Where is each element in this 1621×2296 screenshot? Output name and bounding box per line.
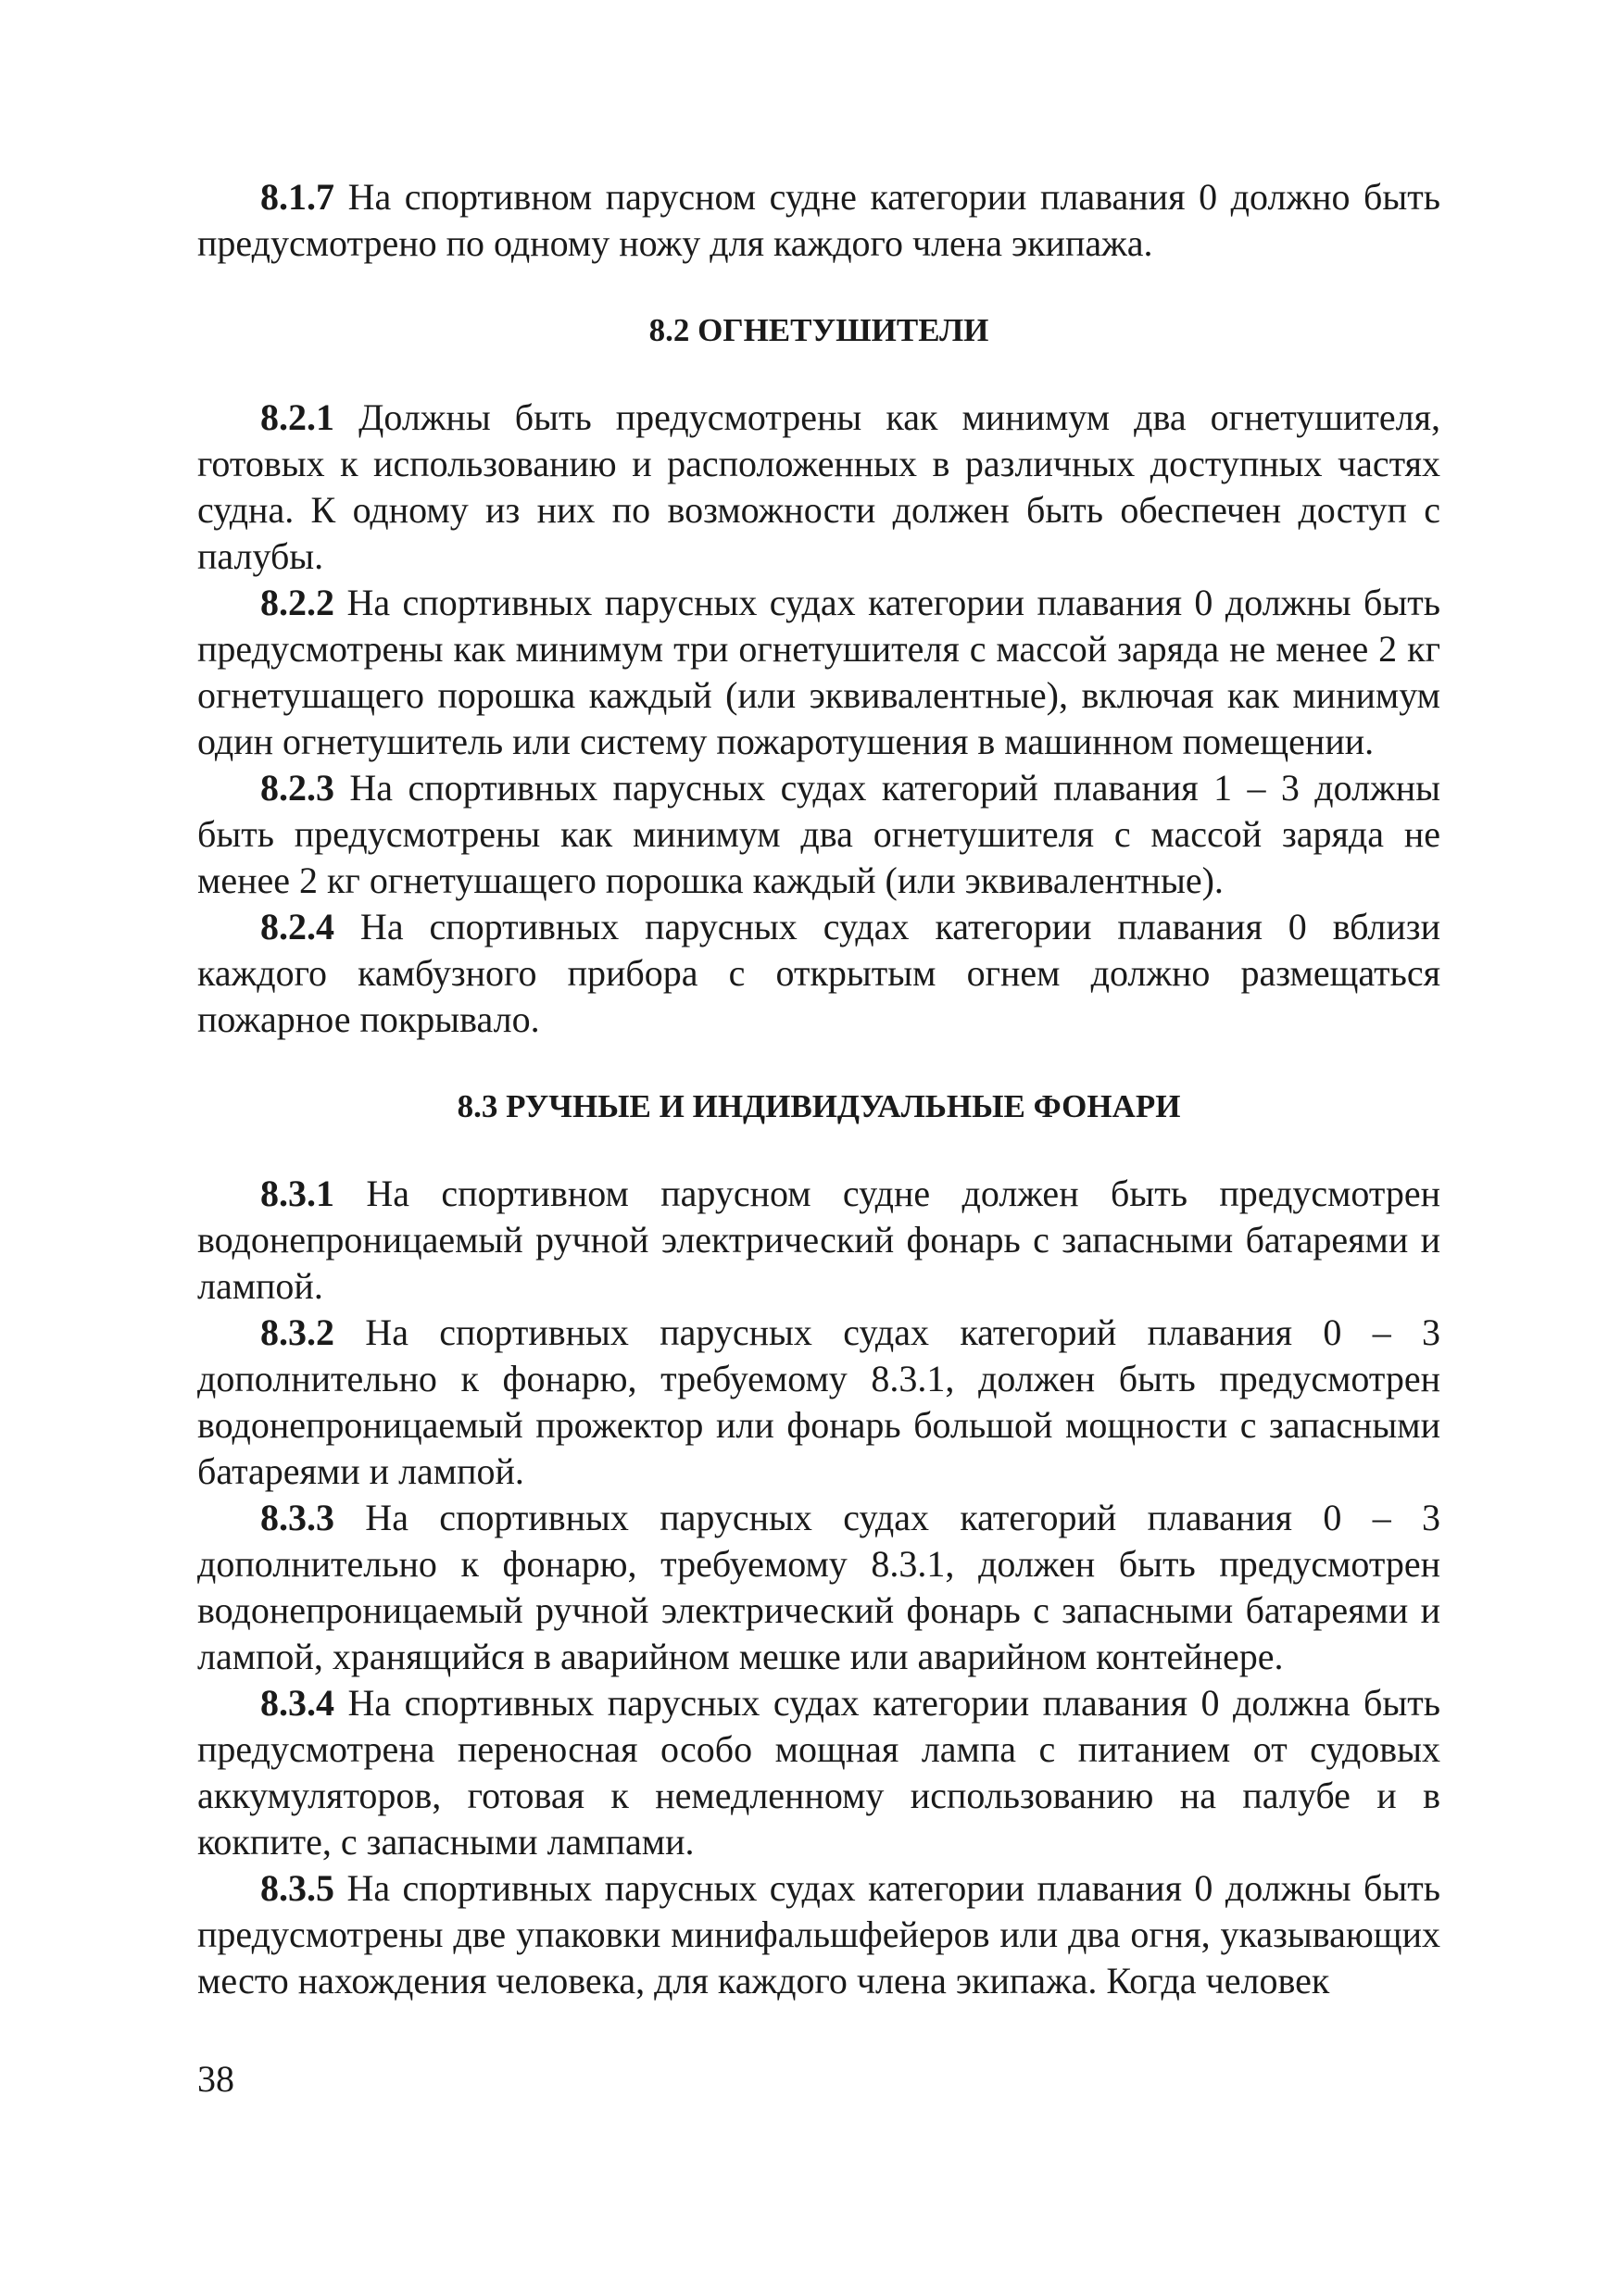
paragraph-8-1-7 [197,174,1440,267]
paragraph-text: На спортивных парусных судах категории плавания 0 должна быть предусмотрена переносная особо мощная лампа с питанием от судовых аккумуляторов, готовая к немедленному использованию на палубе и в кокпите, с запасными лампами. [197,1682,1440,1863]
paragraph-text: На спортивном парусном судне должен быть предусмотрен водонепроницаемый ручной электрический фонарь с запасными батареями и лампой. [197,1173,1440,1307]
paragraph-number: 8.2.1 [260,396,334,438]
paragraph-number: 8.2.3 [260,767,334,809]
paragraph-text: На спортивных парусных судах категории плавания 0 должны быть предусмотрены две упаковки минифальшфейеров или два огня, указывающих место нахождения человека, для каждого члена экипажа. Когда человек [197,1867,1440,2001]
paragraph-text: На спортивных парусных судах категории плавания 0 вблизи каждого камбузного прибора с открытым огнем должно размещаться пожарное покрывало. [197,906,1440,1040]
section-heading-8-3: 8.3 РУЧНЫЕ И ИНДИВИДУАЛЬНЫЕ ФОНАРИ [457,1088,1181,1124]
paragraph-8-3-3 [197,1495,1440,1680]
paragraph-8-3-4 [197,1680,1440,1865]
paragraph-8-3-2 [197,1310,1440,1495]
paragraph-8-2-3 [197,765,1440,904]
paragraph-text: На спортивном парусном судне категории плавания 0 должно быть предусмотрено по одному ножу для каждого члена экипажа. [197,176,1440,264]
paragraph-number: 8.2.4 [260,906,334,947]
section-heading-8-2: 8.2 ОГНЕТУШИТЕЛИ [648,312,989,348]
paragraph-number: 8.1.7 [260,176,334,218]
paragraph-8-2-2 [197,580,1440,765]
paragraph-8-3-5 [197,1865,1440,2004]
paragraph-text: На спортивных парусных судах категорий плавания 0 – 3 дополнительно к фонарю, требуемому 8.3.1, должен быть предусмотрен водонепроницаемый ручной электрический фонарь с запасными батареями и лампой, хранящийся в аварийном мешке или аварийном контейнере. [197,1497,1440,1677]
paragraph-number: 8.3.3 [260,1497,334,1538]
paragraph-8-2-1 [197,395,1440,580]
paragraph-number: 8.3.4 [260,1682,334,1724]
paragraph-8-2-4 [197,904,1440,1043]
paragraph-text: На спортивных парусных судах категории плавания 0 должны быть предусмотрены как минимум три огнетушителя с массой заряда не менее 2 кг огнетушащего порошка каждый (или эквивалентные), включая как минимум один огнетушитель или систему пожаротушения в машинном помещении. [197,582,1440,762]
paragraph-8-3-1 [197,1171,1440,1310]
paragraph-number: 8.3.1 [260,1173,334,1214]
page-content [197,174,1440,2004]
paragraph-text: Должны быть предусмотрены как минимум два огнетушителя, готовых к использованию и расположенных в различных доступных частях судна. К одному из них по возможности должен быть обеспечен доступ с палубы. [197,396,1440,577]
page-number: 38 [197,2058,234,2100]
paragraph-number: 8.2.2 [260,582,334,623]
paragraph-number: 8.3.2 [260,1311,334,1353]
paragraph-text: На спортивных парусных судах категорий плавания 0 – 3 дополнительно к фонарю, требуемому 8.3.1, должен быть предусмотрен водонепроницаемый прожектор или фонарь большой мощности с запасными батареями и лампой. [197,1311,1440,1492]
paragraph-number: 8.3.5 [260,1867,334,1909]
paragraph-text: На спортивных парусных судах категорий плавания 1 – 3 должны быть предусмотрены как минимум два огнетушителя с массой заряда не менее 2 кг огнетушащего порошка каждый (или эквивалентные). [197,767,1440,901]
